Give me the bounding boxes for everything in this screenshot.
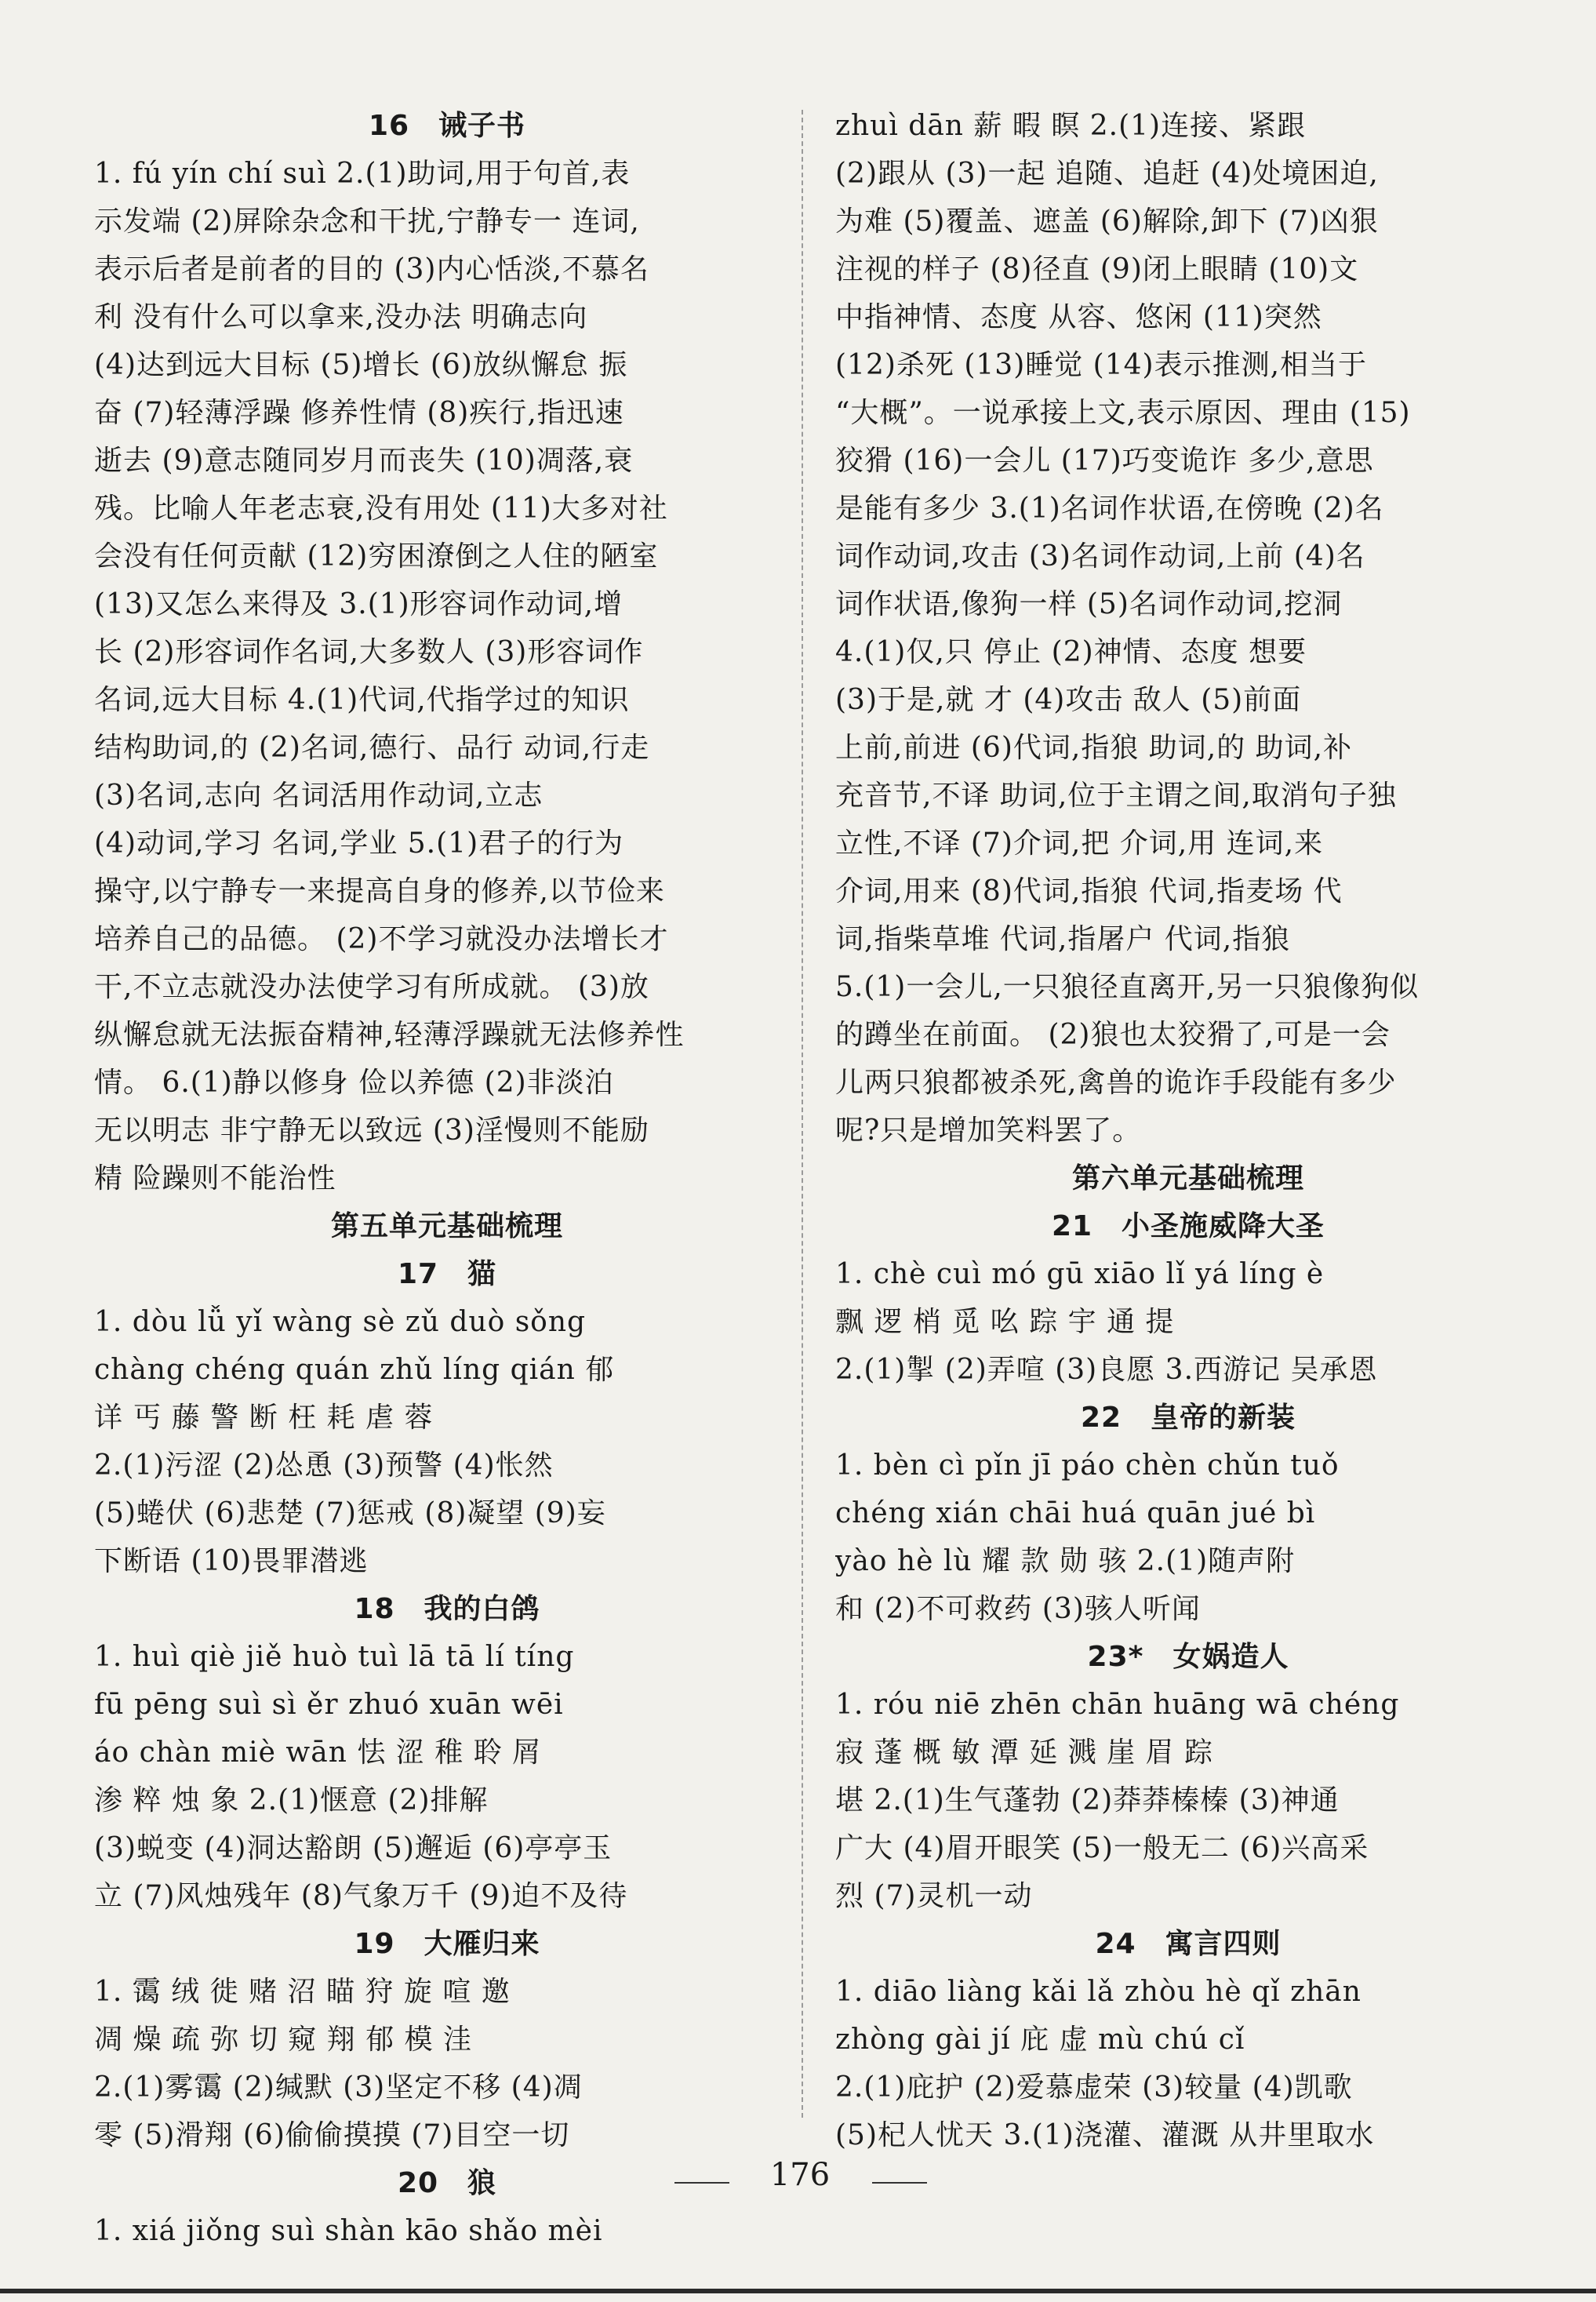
section-heading: 24 寓言四则 — [1095, 1928, 1282, 1960]
section-heading: 19 大雁归来 — [354, 1928, 540, 1960]
answer-line: 立性,不译 (7)介词,把 介词,用 连词,来 — [835, 827, 1324, 860]
answer-line: 飘 逻 梢 觅 吆 踪 宇 通 提 — [835, 1306, 1175, 1338]
answer-line: 零 (5)滑翔 (6)偷偷摸摸 (7)目空一切 — [94, 2119, 570, 2151]
answer-line: 1. dòu lǚ yǐ wàng sè zǔ duò sǒng — [94, 1306, 587, 1338]
answer-line: chéng xián chāi huá quān jué bì — [835, 1497, 1316, 1529]
answer-line: 呢?只是增加笑料罢了。 — [835, 1115, 1142, 1147]
answer-line: áo chàn miè wān 怯 涩 稚 聆 屑 — [94, 1737, 542, 1769]
answer-line: 儿两只狼都被杀死,禽兽的诡诈手段能有多少 — [835, 1067, 1397, 1099]
answer-line: 立 (7)风烛残年 (8)气象万千 (9)迫不及待 — [94, 1880, 628, 1912]
answer-line: 烈 (7)灵机一动 — [835, 1880, 1033, 1912]
answer-line: 名词,远大目标 4.(1)代词,代指学过的知识 — [94, 684, 630, 716]
section-heading: 20 狼 — [397, 2167, 497, 2199]
answer-line: 2.(1)雾霭 (2)缄默 (3)坚定不移 (4)凋 — [94, 2071, 583, 2104]
answer-line: 结构助词,的 (2)名词,德行、品行 动词,行走 — [94, 732, 650, 764]
left-column — [94, 102, 800, 2255]
answer-line: (3)蜕变 (4)洞达豁朗 (5)邂逅 (6)亭亭玉 — [94, 1832, 613, 1864]
answer-line: zhuì dān 薪 暇 瞑 2.(1)连接、紧跟 — [835, 110, 1307, 142]
answer-line: (3)于是,就 才 (4)攻击 敌人 (5)前面 — [835, 684, 1302, 716]
section-heading: 16 诫子书 — [368, 110, 526, 142]
answer-line: (4)达到远大目标 (5)增长 (6)放纵懈怠 振 — [94, 349, 628, 381]
answer-line: 无以明志 非宁静无以致远 (3)淫慢则不能励 — [94, 1115, 649, 1147]
section-heading: 21 小圣施威降大圣 — [1051, 1210, 1325, 1242]
answer-line: 下断语 (10)畏罪潜逃 — [94, 1545, 369, 1577]
answer-line: 长 (2)形容词作名词,大多数人 (3)形容词作 — [94, 636, 644, 668]
answer-line: 情。 6.(1)静以修身 俭以养德 (2)非淡泊 — [94, 1067, 614, 1099]
answer-line: 介词,用来 (8)代词,指狼 代词,指麦场 代 — [835, 875, 1343, 907]
right-column — [835, 102, 1541, 2159]
answer-line: 1. bèn cì pǐn jī páo chèn chǔn tuǒ — [835, 1449, 1340, 1482]
answer-line: “大概”。一说承接上文,表示原因、理由 (15) — [835, 397, 1411, 429]
answer-line: 和 (2)不可救药 (3)骇人听闻 — [835, 1593, 1201, 1625]
answer-line: 词作动词,攻击 (3)名词作动词,上前 (4)名 — [835, 540, 1365, 573]
answer-line: 操守,以宁静专一来提高自身的修养,以节俭来 — [94, 875, 665, 907]
answer-line: zhòng gài jí 庇 虚 mù chú cǐ — [835, 2024, 1245, 2056]
answer-line: 广大 (4)眉开眼笑 (5)一般无二 (6)兴高采 — [835, 1832, 1369, 1864]
answer-line: 1. chè cuì mó gū xiāo lǐ yá líng è — [835, 1258, 1325, 1290]
answer-line: 堪 2.(1)生气蓬勃 (2)莽莽榛榛 (3)神通 — [835, 1784, 1340, 1817]
answer-line: 寂 蓬 概 敏 潭 延 溅 崖 眉 踪 — [835, 1737, 1213, 1769]
answer-line: 1. xiá jiǒng suì shàn kāo shǎo mèi — [94, 2215, 603, 2247]
answer-line: 培养自己的品德。 (2)不学习就没办法增长才 — [94, 923, 669, 955]
answer-line: 词作状语,像狗一样 (5)名词作动词,挖洞 — [835, 588, 1343, 620]
answer-line: 上前,前进 (6)代词,指狼 助词,的 助词,补 — [835, 732, 1353, 764]
answer-line: 1. róu niē zhēn chān huāng wā chéng — [835, 1689, 1400, 1721]
answer-line: 详 丐 藤 警 断 枉 耗 虐 蓉 — [94, 1402, 434, 1434]
answer-line: (4)动词,学习 名词,学业 5.(1)君子的行为 — [94, 827, 624, 860]
section-heading: 23* 女娲造人 — [1087, 1641, 1289, 1673]
answer-line: 5.(1)一会儿,一只狼径直离开,另一只狼像狗似 — [835, 971, 1420, 1003]
answer-line: 纵懈怠就无法振奋精神,轻薄浮躁就无法修养性 — [94, 1019, 685, 1051]
answer-line: 词,指柴草堆 代词,指屠户 代词,指狼 — [835, 923, 1291, 955]
section-heading: 22 皇帝的新装 — [1080, 1402, 1296, 1434]
answer-line: 2.(1)庇护 (2)爱慕虚荣 (3)较量 (4)凯歌 — [835, 2071, 1353, 2104]
answer-line: 2.(1)掣 (2)弄喧 (3)良愿 3.西游记 吴承恩 — [835, 1354, 1378, 1386]
page-number: 176 — [769, 2157, 831, 2193]
footer-rule-right — [872, 2182, 927, 2184]
answer-line: (5)杞人忧天 3.(1)浇灌、灌溉 从井里取水 — [835, 2119, 1375, 2151]
answer-line: chàng chéng quán zhǔ líng qián 郁 — [94, 1354, 615, 1386]
answer-line: 是能有多少 3.(1)名词作状语,在傍晚 (2)名 — [835, 493, 1384, 525]
answer-line: 残。比喻人年老志衰,没有用处 (11)大多对社 — [94, 493, 668, 525]
section-heading: 17 猫 — [397, 1258, 497, 1290]
answer-line: 会没有任何贡献 (12)穷困潦倒之人住的陋室 — [94, 540, 659, 573]
footer-rule-left — [674, 2182, 729, 2184]
answer-line: 凋 燥 疏 弥 切 窥 翔 郁 模 洼 — [94, 2024, 472, 2056]
answer-line: 充音节,不译 助词,位于主谓之间,取消句子独 — [835, 780, 1397, 812]
answer-line: 表示后者是前者的目的 (3)内心恬淡,不慕名 — [94, 253, 649, 285]
answer-line: yào hè lù 耀 款 勋 骇 2.(1)随声附 — [835, 1545, 1296, 1577]
answer-line: 奋 (7)轻薄浮躁 修养性情 (8)疾行,指迅速 — [94, 397, 624, 429]
answer-line: 1. fú yín chí suì 2.(1)助词,用于句首,表 — [94, 158, 631, 190]
answer-line: 的蹲坐在前面。 (2)狼也太狡猾了,可是一会 — [835, 1019, 1391, 1051]
answer-line: 4.(1)仅,只 停止 (2)神情、态度 想要 — [835, 636, 1307, 668]
answer-line: (2)跟从 (3)一起 追随、追赶 (4)处境困迫, — [835, 158, 1379, 190]
answer-line: 干,不立志就没办法使学习有所成就。 (3)放 — [94, 971, 649, 1003]
section-heading: 第五单元基础梳理 — [330, 1210, 563, 1242]
answer-line: (5)蜷伏 (6)悲楚 (7)惩戒 (8)凝望 (9)妄 — [94, 1497, 606, 1529]
answer-line: 1. diāo liàng kǎi lǎ zhòu hè qǐ zhān — [835, 1976, 1362, 2008]
answer-line: fū pēng suì sì ěr zhuó xuān wēi — [94, 1689, 564, 1721]
answer-line: (3)名词,志向 名词活用作动词,立志 — [94, 780, 544, 812]
column-divider — [802, 110, 803, 2118]
answer-line: 注视的样子 (8)径直 (9)闭上眼睛 (10)文 — [835, 253, 1359, 285]
answer-line: 示发端 (2)屏除杂念和干扰,宁静专一 连词, — [94, 205, 640, 238]
answer-line: 1. huì qiè jiě huò tuì lā tā lí tíng — [94, 1641, 575, 1673]
answer-line: 逝去 (9)意志随同岁月而丧失 (10)凋落,衰 — [94, 445, 634, 477]
answer-line: 中指神情、态度 从容、悠闲 (11)突然 — [835, 301, 1322, 333]
answer-line: 利 没有什么可以拿来,没办法 明确志向 — [94, 301, 588, 333]
answer-line: 为难 (5)覆盖、遮盖 (6)解除,卸下 (7)凶狠 — [835, 205, 1379, 238]
bottom-edge-bar — [0, 2289, 1596, 2293]
answer-line: 狡猾 (16)一会儿 (17)巧变诡诈 多少,意思 — [835, 445, 1374, 477]
answer-line: 精 险躁则不能治性 — [94, 1162, 336, 1195]
answer-line: 1. 霭 绒 徙 赌 沼 瞄 狩 旋 喧 邀 — [94, 1976, 511, 2008]
section-heading: 第六单元基础梳理 — [1071, 1162, 1304, 1195]
section-heading: 18 我的白鸽 — [354, 1593, 540, 1625]
answer-line: (12)杀死 (13)睡觉 (14)表示推测,相当于 — [835, 349, 1368, 381]
answer-line: 2.(1)污涩 (2)怂恿 (3)预警 (4)怅然 — [94, 1449, 554, 1482]
answer-line: 渗 粹 烛 象 2.(1)惬意 (2)排解 — [94, 1784, 489, 1817]
answer-line: (13)又怎么来得及 3.(1)形容词作动词,增 — [94, 588, 623, 620]
